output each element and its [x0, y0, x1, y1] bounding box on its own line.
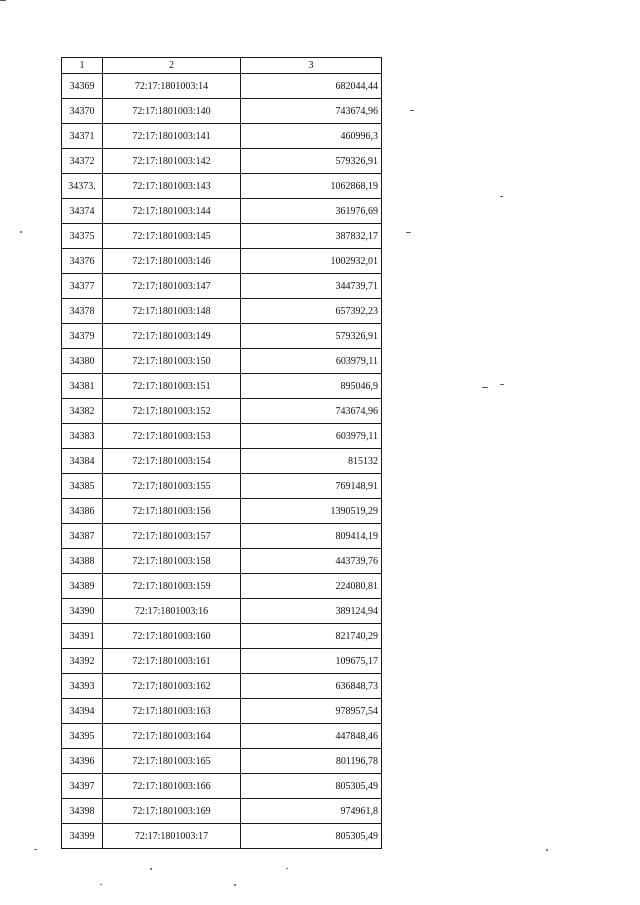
row-number-cell: 34369	[62, 74, 103, 99]
cadastral-value-cell: 974961,8	[241, 799, 382, 824]
cadastral-number-cell: 72:17:1801003:152	[103, 399, 241, 424]
cadastral-value-cell: 1390519,29	[241, 499, 382, 524]
cadastral-number-cell: 72:17:1801003:146	[103, 249, 241, 274]
cadastral-value-cell: 769148,91	[241, 474, 382, 499]
row-number-cell: 34388	[62, 549, 103, 574]
row-number-cell: 34372	[62, 149, 103, 174]
cadastral-value-cell: 109675,17	[241, 649, 382, 674]
table-row	[62, 799, 382, 824]
scan-speck	[500, 196, 503, 197]
column-header-2: 2	[103, 58, 241, 74]
table-row	[62, 574, 382, 599]
table-row	[62, 624, 382, 649]
cadastral-number-cell: 72:17:1801003:159	[103, 574, 241, 599]
row-number-cell: 34387	[62, 524, 103, 549]
table-header	[62, 58, 382, 74]
cadastral-number-cell: 72:17:1801003:155	[103, 474, 241, 499]
table-row	[62, 449, 382, 474]
row-number-cell: 34394	[62, 699, 103, 724]
cadastral-value-cell: 805305,49	[241, 824, 382, 849]
cadastral-number-cell: 72:17:1801003:153	[103, 424, 241, 449]
row-number-cell: 34382	[62, 399, 103, 424]
scan-speck	[286, 868, 288, 869]
scan-speck	[34, 849, 37, 850]
table-row	[62, 374, 382, 399]
scan-speck	[20, 231, 22, 233]
scan-speck	[0, 0, 6, 1]
row-number-cell: 34370	[62, 99, 103, 124]
cadastral-value-cell: 603979,11	[241, 424, 382, 449]
scan-speck	[482, 387, 488, 388]
cadastral-number-cell: 72:17:1801003:17	[103, 824, 241, 849]
cadastral-number-cell: 72:17:1801003:140	[103, 99, 241, 124]
cadastral-number-cell: 72:17:1801003:143	[103, 174, 241, 199]
row-number-cell: 34374	[62, 199, 103, 224]
row-number-cell: 34381	[62, 374, 103, 399]
cadastral-value-cell: 682044,44	[241, 74, 382, 99]
cadastral-value-cell: 344739,71	[241, 274, 382, 299]
column-header-1: 1	[62, 58, 103, 74]
cadastral-value-cell: 801196,78	[241, 749, 382, 774]
cadastral-value-cell: 821740,29	[241, 624, 382, 649]
row-number-cell: 34390	[62, 599, 103, 624]
table-row	[62, 124, 382, 149]
cadastral-number-cell: 72:17:1801003:166	[103, 774, 241, 799]
cadastral-value-cell: 443739,76	[241, 549, 382, 574]
row-number-cell: 34377	[62, 274, 103, 299]
cadastral-number-cell: 72:17:1801003:156	[103, 499, 241, 524]
cadastral-value-table	[61, 57, 382, 849]
row-number-cell: 34396	[62, 749, 103, 774]
row-number-cell: 34379	[62, 324, 103, 349]
table-row	[62, 249, 382, 274]
scan-speck	[234, 884, 236, 886]
cadastral-value-cell: 361976,69	[241, 199, 382, 224]
table-row	[62, 599, 382, 624]
cadastral-value-cell: 636848,73	[241, 674, 382, 699]
scan-speck	[500, 384, 504, 385]
cadastral-number-cell: 72:17:1801003:163	[103, 699, 241, 724]
row-number-cell: 34375	[62, 224, 103, 249]
column-header-3: 3	[241, 58, 382, 74]
cadastral-number-cell: 72:17:1801003:164	[103, 724, 241, 749]
table-body	[62, 74, 382, 849]
row-number-cell: 34399	[62, 824, 103, 849]
cadastral-value-cell: 603979,11	[241, 349, 382, 374]
cadastral-value-cell: 460996,3	[241, 124, 382, 149]
cadastral-number-cell: 72:17:1801003:150	[103, 349, 241, 374]
cadastral-value-cell: 815132	[241, 449, 382, 474]
table-row	[62, 549, 382, 574]
cadastral-number-cell: 72:17:1801003:147	[103, 274, 241, 299]
table-row	[62, 774, 382, 799]
cadastral-number-cell: 72:17:1801003:149	[103, 324, 241, 349]
row-number-cell: 34371	[62, 124, 103, 149]
row-number-cell: 34392	[62, 649, 103, 674]
row-number-cell: 34393	[62, 674, 103, 699]
cadastral-value-cell: 389124,94	[241, 599, 382, 624]
cadastral-value-cell: 387832,17	[241, 224, 382, 249]
row-number-cell: 34385	[62, 474, 103, 499]
row-number-cell: 34397	[62, 774, 103, 799]
cadastral-value-cell: 579326,91	[241, 324, 382, 349]
scan-speck	[150, 868, 152, 870]
cadastral-value-cell: 895046,9	[241, 374, 382, 399]
row-number-cell: 34376	[62, 249, 103, 274]
cadastral-number-cell: 72:17:1801003:165	[103, 749, 241, 774]
row-number-cell: 34389	[62, 574, 103, 599]
row-number-cell: 34395	[62, 724, 103, 749]
table-row	[62, 699, 382, 724]
table-row	[62, 149, 382, 174]
table-row	[62, 224, 382, 249]
table-row	[62, 424, 382, 449]
row-number-cell: 34384	[62, 449, 103, 474]
table-row	[62, 399, 382, 424]
cadastral-number-cell: 72:17:1801003:145	[103, 224, 241, 249]
row-number-cell: 34378	[62, 299, 103, 324]
cadastral-number-cell: 72:17:1801003:169	[103, 799, 241, 824]
scan-speck	[546, 849, 548, 851]
table-row	[62, 349, 382, 374]
row-number-cell: 34398	[62, 799, 103, 824]
cadastral-value-cell: 805305,49	[241, 774, 382, 799]
table-row	[62, 724, 382, 749]
cadastral-number-cell: 72:17:1801003:144	[103, 199, 241, 224]
cadastral-value-cell: 1062868,19	[241, 174, 382, 199]
row-number-cell: 34380	[62, 349, 103, 374]
table-row	[62, 524, 382, 549]
cadastral-number-cell: 72:17:1801003:151	[103, 374, 241, 399]
table-row	[62, 649, 382, 674]
cadastral-value-cell: 1002932,01	[241, 249, 382, 274]
row-number-cell: 34391	[62, 624, 103, 649]
cadastral-number-cell: 72:17:1801003:14	[103, 74, 241, 99]
cadastral-value-cell: 447848,46	[241, 724, 382, 749]
table-row	[62, 324, 382, 349]
cadastral-value-cell: 978957,54	[241, 699, 382, 724]
table-row	[62, 199, 382, 224]
cadastral-number-cell: 72:17:1801003:157	[103, 524, 241, 549]
table-row	[62, 824, 382, 849]
cadastral-value-cell: 224080,81	[241, 574, 382, 599]
scan-speck	[406, 232, 411, 233]
table-row	[62, 499, 382, 524]
row-number-cell: 34373.	[62, 174, 103, 199]
scan-speck	[410, 110, 414, 111]
cadastral-number-cell: 72:17:1801003:142	[103, 149, 241, 174]
cadastral-value-cell: 657392,23	[241, 299, 382, 324]
table-row	[62, 174, 382, 199]
cadastral-value-cell: 809414,19	[241, 524, 382, 549]
cadastral-number-cell: 72:17:1801003:161	[103, 649, 241, 674]
row-number-cell: 34383	[62, 424, 103, 449]
table-row	[62, 674, 382, 699]
table-row	[62, 99, 382, 124]
cadastral-number-cell: 72:17:1801003:158	[103, 549, 241, 574]
cadastral-value-cell: 743674,96	[241, 99, 382, 124]
cadastral-number-cell: 72:17:1801003:16	[103, 599, 241, 624]
table-row	[62, 299, 382, 324]
cadastral-value-cell: 579326,91	[241, 149, 382, 174]
table-row	[62, 274, 382, 299]
row-number-cell: 34386	[62, 499, 103, 524]
cadastral-value-cell: 743674,96	[241, 399, 382, 424]
cadastral-number-cell: 72:17:1801003:162	[103, 674, 241, 699]
scan-speck	[100, 884, 102, 885]
header-row	[62, 58, 382, 74]
cadastral-number-cell: 72:17:1801003:160	[103, 624, 241, 649]
table-row	[62, 74, 382, 99]
table-row	[62, 749, 382, 774]
table-row	[62, 474, 382, 499]
cadastral-number-cell: 72:17:1801003:148	[103, 299, 241, 324]
cadastral-number-cell: 72:17:1801003:141	[103, 124, 241, 149]
cadastral-number-cell: 72:17:1801003:154	[103, 449, 241, 474]
